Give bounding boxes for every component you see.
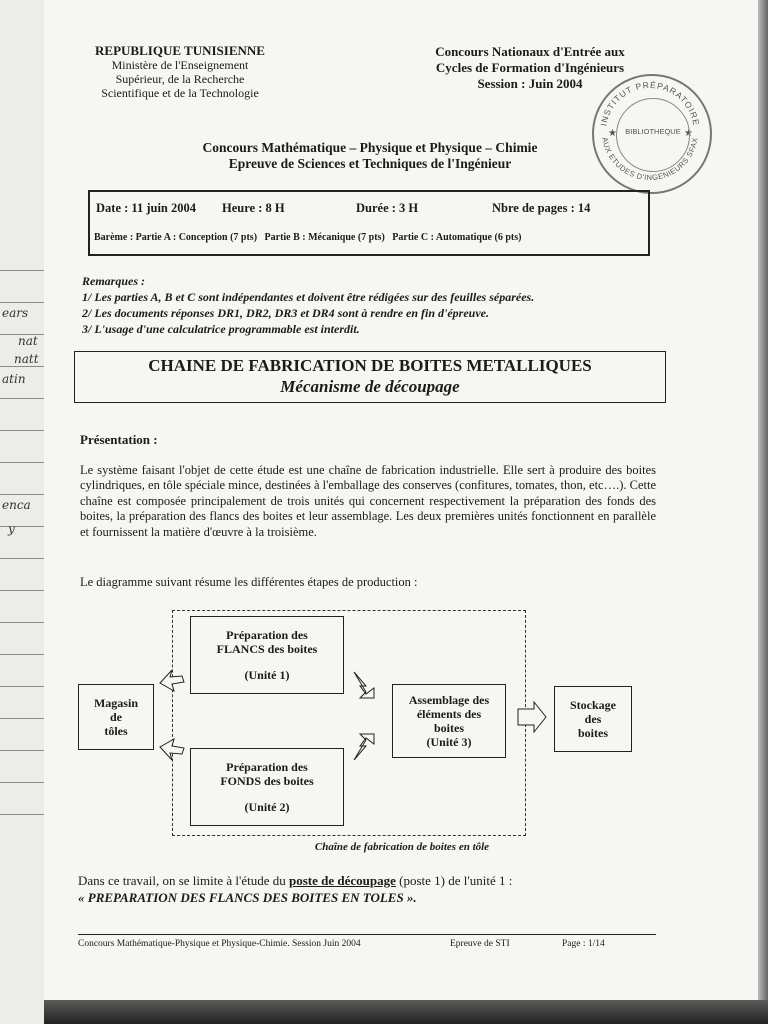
presentation-heading: Présentation : — [80, 432, 158, 447]
arrow-icon — [354, 734, 374, 760]
diagram-label: Préparation des — [226, 628, 308, 642]
diagram-label: Stockage — [570, 698, 616, 712]
arrow-icon — [354, 672, 374, 698]
remark-item: 3/ L'usage d'une calculatrice programmable est interdit. — [82, 322, 360, 336]
ministry-line: Scientifique et de la Technologie — [101, 86, 259, 100]
diagram-label: (Unité 3) — [426, 735, 472, 749]
diagram-label: tôles — [104, 724, 128, 738]
diagram-label: Préparation des — [226, 760, 308, 774]
footer-page-number: Page : 1/14 — [562, 939, 605, 949]
margin-note: enca — [2, 498, 31, 512]
conclusion-unit: « PREPARATION DES FLANCS DES BOITES EN TOLES ». — [78, 890, 417, 905]
diagram-label: FLANCS des boites — [216, 642, 318, 656]
exam-duration: Durée : 3 H — [356, 201, 419, 215]
diagram-label: Magasin — [93, 696, 138, 710]
margin-note: natt — [14, 352, 39, 366]
diagram-label: (Unité 1) — [244, 668, 290, 682]
diagram-label: éléments des — [416, 707, 482, 721]
arrow-icon — [160, 670, 184, 691]
remark-item: 1/ Les parties A, B et C sont indépendantes et doivent être rédigées sur des feuilles séparées. — [82, 290, 535, 304]
diagram-label: de — [110, 710, 122, 724]
exam-time: Heure : 8 H — [222, 201, 285, 215]
stamp-center-text: BIBLIOTHEQUE — [625, 127, 681, 136]
diagram-label: boites — [434, 721, 464, 735]
margin-note: ears — [2, 306, 29, 320]
margin-note: nat — [18, 334, 38, 348]
diagram-label: boites — [578, 726, 608, 740]
subject-subtitle: Mécanisme de découpage — [280, 377, 460, 396]
ministry-line: Supérieur, de la Recherche — [115, 72, 245, 86]
diagram-label: des — [584, 712, 602, 726]
contest-line: Concours Nationaux d'Entrée aux — [435, 44, 625, 59]
exam-page-count: Nbre de pages : 14 — [492, 201, 591, 215]
diagram-caption: Chaîne de fabrication de boites en tôle — [314, 841, 490, 853]
footer-subject: Epreuve de STI — [450, 939, 510, 949]
page-footer — [78, 934, 656, 955]
republic-name: REPUBLIQUE TUNISIENNE — [95, 43, 265, 58]
arrow-icon — [518, 702, 546, 732]
ministry-line: Ministère de l'Enseignement — [111, 58, 249, 72]
diagram-intro: Le diagramme suivant résume les différentes étapes de production : — [80, 575, 418, 589]
diagram-label: FONDS des boites — [220, 774, 314, 788]
diagram-label: Assemblage des — [408, 693, 490, 707]
star-icon: ★ — [684, 128, 693, 139]
exam-grading: Barème : Partie A : Conception (7 pts) Partie B : Mécanique (7 pts) Partie C : Automatique (6 pts) — [94, 232, 522, 243]
exam-date: Date : 11 juin 2004 — [96, 201, 196, 215]
presentation-paragraph: Le système faisant l'objet de cette étude est une chaîne de fabrication industrielle. Elle sert à produire des boites cylindriques, en tôle spéciale mince, destinées à l'emballage des conserves (confitures, tomates, thon, etc….). Cette chaîne est composée principalement de trois unités qui concernent respectivement la préparation des fonds des boites, la préparation des flancs des boites et leur assemblage. Les deux premières unités fonctionnent en parallèle et fournissent la matière d'œuvre à la troisième. — [80, 463, 657, 539]
remark-item: 2/ Les documents réponses DR1, DR2, DR3 et DR4 sont à rendre en fin d'épreuve. — [82, 306, 490, 320]
diagram-label: (Unité 2) — [244, 800, 290, 814]
conclusion-text: (poste 1) de l'unité 1 : — [395, 873, 513, 888]
margin-note: y — [8, 522, 15, 536]
conclusion-text: Dans ce travail, on se limite à l'étude du — [78, 873, 289, 888]
contest-line: Cycles de Formation d'Ingénieurs — [435, 60, 625, 75]
arrow-icon — [160, 739, 184, 760]
conclusion-emphasis: poste de découpage — [289, 873, 396, 888]
remarks-title: Remarques : — [82, 274, 145, 288]
conclusion — [78, 872, 656, 906]
subject-title: CHAINE DE FABRICATION DE BOITES METALLIQUES — [148, 356, 592, 375]
exam-title-line: Concours Mathématique – Physique et Physique – Chimie — [202, 140, 538, 155]
margin-note: atin — [2, 372, 26, 386]
exam-title-line: Epreuve de Sciences et Techniques de l'Ingénieur — [228, 156, 512, 171]
stamp-text-top: INSTITUT PRÉPARATOIRE — [598, 79, 702, 127]
star-icon: ★ — [608, 128, 617, 139]
footer-exam: Concours Mathématique-Physique et Physique-Chimie. Session Juin 2004 — [78, 939, 361, 949]
session-line: Session : Juin 2004 — [477, 76, 583, 91]
stamp-text-bottom: AUX ETUDES D'INGENIEURS SFAX — [600, 136, 700, 183]
